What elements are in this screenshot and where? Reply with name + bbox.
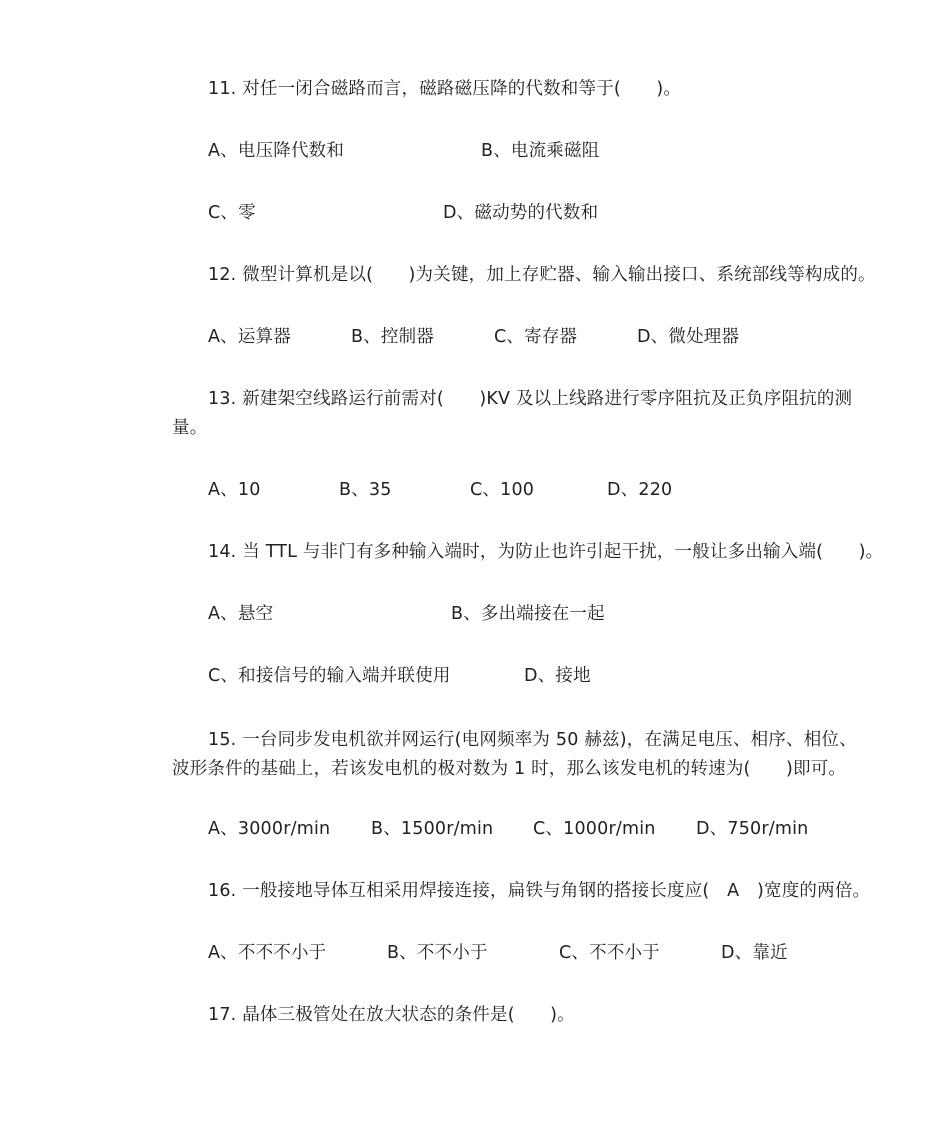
q14-option-d: D、接地 <box>524 666 591 686</box>
q16-option-a: A、不不不小于 <box>208 943 327 963</box>
question-14-text: 14. 当 TTL 与非门有多种输入端时，为防止也许引起干扰，一般让多出输入端( )。 <box>208 542 884 562</box>
q12-option-b: B、控制器 <box>351 327 435 347</box>
question-15-text-line2: 波形条件的基础上，若该发电机的极对数为 1 时，那么该发电机的转速为( )即可。 <box>172 759 847 779</box>
q15-option-d: D、750r/min <box>696 819 809 839</box>
q15-option-b: B、1500r/min <box>371 819 494 839</box>
question-17-text: 17. 晶体三极管处在放大状态的条件是( )。 <box>208 1005 575 1025</box>
q12-option-c: C、寄存器 <box>494 327 578 347</box>
question-11-text: 11. 对任一闭合磁路而言，磁路磁压降的代数和等于( )。 <box>208 79 682 99</box>
q13-option-a: A、10 <box>208 480 261 500</box>
question-15-text-line1: 15. 一台同步发电机欲并网运行(电网频率为 50 赫兹)，在满足电压、相序、相位、 <box>208 730 857 750</box>
q15-option-a: A、3000r/min <box>208 819 331 839</box>
q12-option-d: D、微处理器 <box>637 327 740 347</box>
q11-option-d: D、磁动势的代数和 <box>443 203 599 223</box>
q14-option-a: A、悬空 <box>208 604 274 624</box>
q13-option-c: C、100 <box>470 480 535 500</box>
q15-option-c: C、1000r/min <box>533 819 656 839</box>
q11-option-b: B、电流乘磁阻 <box>481 141 600 161</box>
q13-option-b: B、35 <box>339 480 392 500</box>
q13-option-d: D、220 <box>607 480 673 500</box>
q11-option-c: C、零 <box>208 203 256 223</box>
q16-option-c: C、不不小于 <box>559 943 660 963</box>
question-13-text-line2: 量。 <box>172 418 208 438</box>
q16-option-b: B、不不小于 <box>387 943 488 963</box>
q14-option-b: B、多出端接在一起 <box>451 604 605 624</box>
q12-option-a: A、运算器 <box>208 327 291 347</box>
q16-option-d: D、靠近 <box>721 943 788 963</box>
q11-option-a: A、电压降代数和 <box>208 141 345 161</box>
question-12-text: 12. 微型计算机是以( )为关键，加上存贮器、输入输出接口、系统部线等构成的。 <box>208 265 876 285</box>
q14-option-c: C、和接信号的输入端并联使用 <box>208 666 451 686</box>
question-16-text: 16. 一般接地导体互相采用焊接连接，扁铁与角钢的搭接长度应( A )宽度的两倍。 <box>208 881 871 901</box>
question-13-text-line1: 13. 新建架空线路运行前需对( )KV 及以上线路进行零序阻抗及正负序阻抗的测 <box>208 389 853 409</box>
